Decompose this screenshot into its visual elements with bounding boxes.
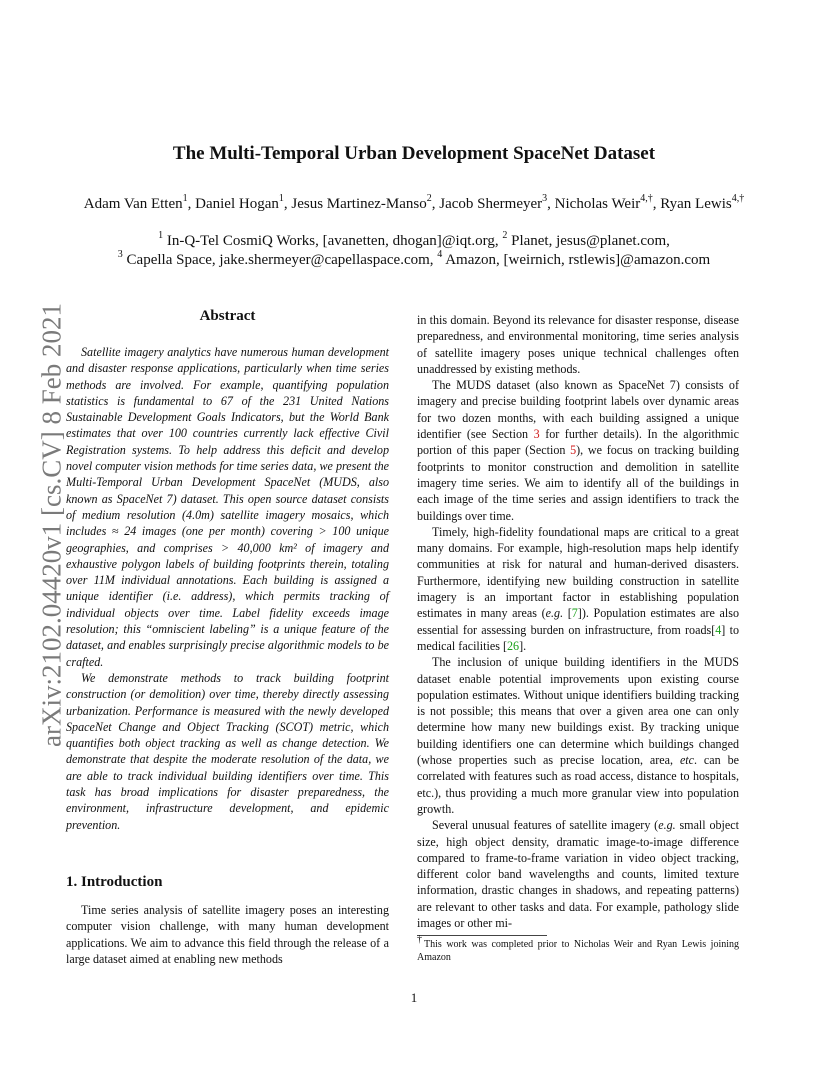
affiliation-mark: 4 — [437, 249, 443, 260]
author-name: Jesus Martinez-Manso — [291, 196, 427, 212]
author-name: Daniel Hogan — [195, 196, 279, 212]
author-affiliation-mark: 2 — [426, 193, 432, 204]
affiliation-text: Capella Space, jake.shermeyer@capellaspace.com, — [122, 252, 438, 268]
text-run: Timely, high-fidelity foundational maps are critical to a great many domains. For example, high-resolution maps help identify communities at risk for natural and human-derived disasters. Furthermore, identifying new building construction in satellite imagery is an important factor in establishing population estimates in many areas ( — [417, 524, 739, 621]
affiliation-mark: 3 — [117, 249, 123, 260]
text-run: small object size, high object density, dramatic image-to-image difference compared to frame-to-frame variation in video object tracking, different color band wavelengths and counts, limited texture information, drastic changes in shadows, and repeating patterns) are relevant to other tasks and data. For example, pathology slide images or other mi- — [417, 818, 739, 930]
body-paragraph: in this domain. Beyond its relevance for disaster response, disease preparedness, and environmental monitoring, time series analysis of satellite imagery poses unique technical challenges often unaddressed by existing methods. — [417, 313, 739, 376]
affiliation-text: Planet, jesus@planet.com, — [507, 233, 670, 249]
affiliation-line-1 — [0, 230, 828, 250]
text-run: ] to medical facilities [ — [417, 622, 739, 653]
arxiv-stamp-text: arXiv:2102.04420v1 [cs.CV] 8 Feb 2021 — [36, 303, 67, 747]
author-affiliation-mark: 1 — [278, 193, 284, 204]
affiliation-mark: 2 — [502, 230, 508, 241]
abstract-paragraph: We demonstrate methods to track building footprint construction (or demolition) over time, thereby directly assessing urbanization. Performance is measured with the newly developed SpaceNet Change and Object Tracking (SCOT) metric, which quantifies both object tracking as well as change detection. We demonstrate that despite the moderate resolution of the data, we are able to track individual building identifiers over time. This task has broad implications for disaster preparedness, the environment, infrastructure development, and epidemic prevention. — [66, 670, 389, 832]
text-run: e.g. — [545, 606, 564, 621]
footnote-rule — [417, 935, 547, 936]
text-run: ]. — [519, 638, 527, 653]
footnote-mark: † — [417, 933, 425, 945]
text-run: ]). Population estimates are also essential for assessing burden on infrastructure, from roads[ — [417, 606, 739, 637]
body-paragraph — [417, 524, 739, 654]
text-run: The inclusion of unique building identifiers in the MUDS dataset enable potential improvements upon existing course population estimates. Without unique identifiers building tracking is not possible; this means that over a given area one can only determine how many new buildings exist. By tracking unique building identifiers one can determine which buildings changed (whose properties such as precise location, area, — [417, 655, 739, 768]
affiliation-text: Amazon, [weirnich, rstlewis]@amazon.com — [442, 252, 711, 268]
author-list: Adam Van Etten$^1$, Daniel Hogan$^1$, Jesus Martinez-Manso$^2$, Jacob Shermeyer$^3$, Nicholas Weir$^{4,\dagger}$, Ryan Lewis$^{4,\dagger}$ — [83, 193, 745, 212]
arxiv-stamp — [37, 296, 67, 754]
text-run: etc — [679, 753, 695, 768]
author-affiliation-mark: 4,† — [731, 193, 745, 204]
body-paragraph — [417, 377, 739, 524]
abstract-body — [66, 344, 389, 833]
abstract-heading: Abstract — [199, 308, 256, 324]
body-paragraph — [417, 817, 739, 931]
abstract-paragraph: Satellite imagery analytics have numerous human development and disaster response applications, particularly when time series methods are involved. For example, quantifying population statistics is fundamental to 67 of the 231 United Nations Sustainable Development Goals Indicators, but the World Bank estimates that over 100 countries currently lack effective Civil Registration systems. To help address this deficit and develop novel computer vision methods for time series data, we present the Multi-Temporal Urban Development SpaceNet (MUDS, also known as SpaceNet 7) dataset. This open source dataset consists of medium resolution (4.0m) satellite imagery mosaics, which includes ≈ 24 images (one per month) covering > 100 unique geographies, and comprises > 40,000 km² of imagery and exhaustive polygon labels of building footprints therein, totaling over 11M individual annotations. Each building is assigned a unique identifier (i.e. address), which permits tracking of individual objects over time. Label fidelity exceeds image resolution; this “omniscient labeling” is a unique feature of the dataset, and enables surprisingly precise algorithmic models to be crafted. — [66, 345, 389, 669]
text-run: The MUDS dataset (also known as SpaceNet 7) consists of imagery and precise building footprint labels over dynamic areas for two dozen months, with each building assigned a unique identifier (see Section — [417, 378, 739, 442]
citation-link[interactable]: 4 — [715, 622, 722, 637]
author-name: Nicholas Weir — [554, 196, 641, 212]
affiliation-text: In-Q-Tel CosmiQ Works, [avanetten, dhogan]@iqt.org, — [163, 233, 503, 249]
right-column-body — [417, 312, 739, 931]
page-number: 1 — [410, 990, 418, 1005]
author-affiliation-mark: 1 — [182, 193, 188, 204]
footnote-text: This work was completed prior to Nicholas Weir and Ryan Lewis joining Amazon — [417, 939, 739, 963]
author-name: Adam Van Etten — [83, 196, 183, 212]
body-paragraph: Time series analysis of satellite imagery poses an interesting computer vision challenge, with many human development applications. We aim to advance this field through the release of a large dataset aimed at enabling new methods — [66, 903, 389, 966]
text-run: . can be correlated with features such as road access, distance to hospitals, etc.), thus providing a much more granular view into population growth. — [417, 753, 739, 816]
author-affiliation-mark: 4,† — [640, 193, 653, 204]
text-run: [ — [563, 606, 572, 621]
citation-link[interactable]: 26 — [507, 638, 520, 653]
author-name: Jacob Shermeyer — [439, 196, 543, 212]
text-run: ), we focus on tracking building footprints to monitor construction and demolition in satellite imagery time series. We aim to identify all of the buildings in each image of the time series and assign identifiers to track the buildings over time. — [417, 443, 739, 523]
text-run: Several unusual features of satellite imagery ( — [432, 818, 659, 833]
affiliation-mark: 1 — [158, 230, 164, 241]
text-run: for further details). In the algorithmic portion of this paper (Section — [417, 427, 739, 458]
affiliation-line-2 — [0, 249, 828, 269]
footnote — [417, 933, 739, 964]
section-ref-link[interactable]: 5 — [570, 443, 577, 458]
body-paragraph — [417, 654, 739, 817]
section-heading-introduction: 1. Introduction — [66, 874, 163, 890]
text-run: e.g. — [658, 818, 676, 833]
intro-body — [66, 902, 389, 967]
paper-title: The Multi-Temporal Urban Development SpaceNet Dataset — [172, 143, 656, 164]
citation-link[interactable]: 7 — [571, 606, 578, 621]
author-name: Ryan Lewis — [660, 196, 732, 212]
author-affiliation-mark: 3 — [542, 193, 548, 204]
section-ref-link[interactable]: 3 — [533, 427, 540, 442]
